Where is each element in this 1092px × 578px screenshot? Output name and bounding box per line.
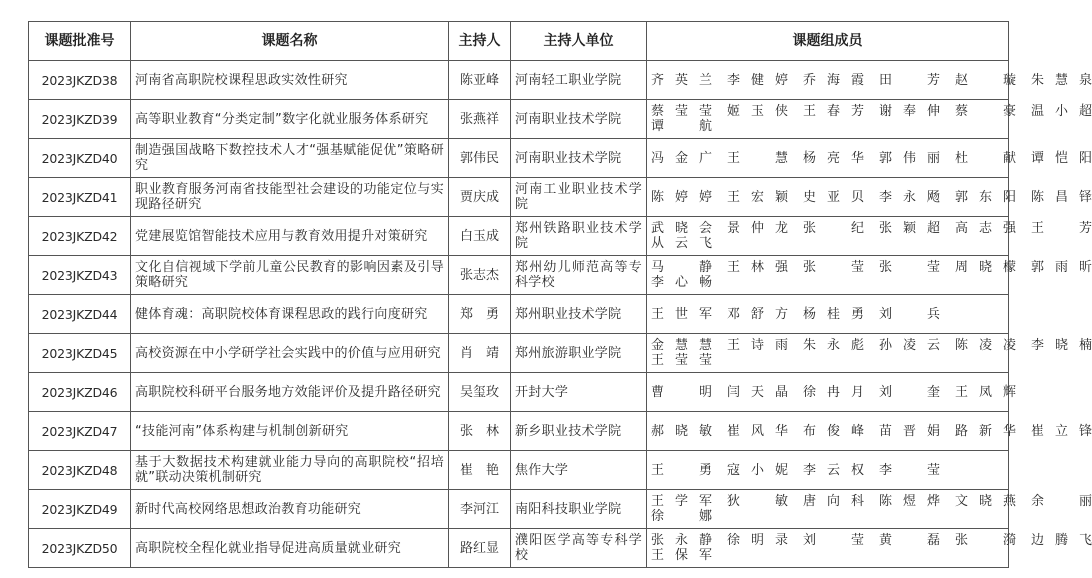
member-name: 朱永彪 — [803, 338, 864, 353]
host-unit-cell: 河南轻工职业学院 — [511, 61, 647, 100]
host-cell: 白玉成 — [449, 217, 511, 256]
approval-number-cell: 2023JKZD40 — [29, 139, 131, 178]
member-name: 邓舒方 — [727, 306, 788, 322]
host-cell: 贾庆成 — [449, 178, 511, 217]
member-line — [651, 104, 1092, 119]
approval-number-cell: 2023JKZD44 — [29, 295, 131, 334]
members-cell — [647, 100, 1092, 139]
approval-number-cell: 2023JKZD47 — [29, 412, 131, 451]
member-name: 徐明录 — [727, 533, 788, 548]
member-name: 谢奉伸 — [879, 104, 940, 119]
member-name: 高志强 — [955, 221, 1016, 236]
member-name: 余 丽 — [1031, 494, 1092, 509]
members-cell — [647, 490, 1092, 529]
host-unit-cell: 郑州旅游职业学院 — [511, 334, 647, 373]
host-cell: 郭伟民 — [449, 139, 511, 178]
member-name: 朱慧泉 — [1031, 72, 1092, 88]
member-name: 杨亮华 — [803, 150, 864, 166]
member-name: 姬玉侠 — [727, 104, 788, 119]
project-name-cell: 高职院校全程化就业指导促进高质量就业研究 — [131, 529, 449, 568]
member-name: 史亚贝 — [803, 189, 864, 205]
member-name: 蔡莹莹 — [651, 104, 712, 119]
members-cell — [647, 295, 1009, 334]
table-row — [29, 100, 1009, 139]
member-name: 景仲龙 — [727, 221, 788, 236]
member-name: 张 莹 — [879, 260, 940, 275]
host-unit-cell: 河南工业职业技术学院 — [511, 178, 647, 217]
members-cell — [647, 61, 1092, 100]
member-name: 金慧慧 — [651, 338, 712, 353]
member-name: 王凤辉 — [955, 384, 1016, 400]
member-name: 田 芳 — [879, 72, 940, 88]
table-row — [29, 529, 1009, 568]
member-name: 从云飞 — [651, 236, 712, 251]
member-name: 赵 璇 — [955, 72, 1016, 88]
member-name: 李健婷 — [727, 72, 788, 88]
project-name-cell: 高等职业教育“分类定制”数字化就业服务体系研究 — [131, 100, 449, 139]
table-row — [29, 373, 1009, 412]
project-table — [28, 21, 1092, 568]
table-row — [29, 139, 1009, 178]
member-line — [651, 463, 1002, 478]
member-name: 布俊峰 — [803, 423, 864, 439]
approval-number-cell: 2023JKZD46 — [29, 373, 131, 412]
member-name: 谭 航 — [651, 119, 712, 134]
host-unit-cell: 郑州幼儿师范高等专科学校 — [511, 256, 647, 295]
host-unit-cell: 开封大学 — [511, 373, 647, 412]
project-name-cell: 新时代高校网络思想政治教育功能研究 — [131, 490, 449, 529]
member-line — [651, 221, 1092, 236]
member-name: 乔海霞 — [803, 72, 864, 88]
member-name: 陈昌铎 — [1031, 189, 1092, 205]
member-line — [651, 236, 1002, 251]
members-cell — [647, 217, 1092, 256]
table-row — [29, 178, 1009, 217]
approval-number-cell: 2023JKZD48 — [29, 451, 131, 490]
member-name: 王莹莹 — [651, 353, 712, 368]
table-row — [29, 61, 1009, 100]
host-unit-cell: 郑州铁路职业技术学院 — [511, 217, 647, 256]
member-name: 张 纪 — [803, 221, 864, 236]
member-name: 王保军 — [651, 548, 712, 563]
member-name: 郝晓敏 — [651, 423, 712, 439]
member-name: 王 慧 — [727, 150, 788, 166]
member-name: 黄 磊 — [879, 533, 940, 548]
member-name: 徐 娜 — [651, 509, 712, 524]
member-line — [651, 548, 1002, 563]
project-name-cell: 高职院校科研平台服务地方效能评价及提升路径研究 — [131, 373, 449, 412]
host-unit-cell: 焦作大学 — [511, 451, 647, 490]
members-cell — [647, 529, 1092, 568]
member-name: 唐向科 — [803, 494, 864, 509]
host-cell: 肖 靖 — [449, 334, 511, 373]
member-name: 王 勇 — [651, 462, 712, 478]
member-name: 李晓楠 — [1031, 338, 1092, 353]
header-approval-number: 课题批准号 — [29, 22, 131, 61]
header-row — [29, 22, 1009, 61]
member-name: 路新华 — [955, 423, 1016, 439]
member-name: 周晓檬 — [955, 260, 1016, 275]
member-name: 刘 莹 — [803, 533, 864, 548]
project-name-cell: 党建展览馆智能技术应用与教育效用提升对策研究 — [131, 217, 449, 256]
approval-number-cell: 2023JKZD43 — [29, 256, 131, 295]
member-name: 苗晋娟 — [879, 423, 940, 439]
table-row — [29, 295, 1009, 334]
header-host: 主持人 — [449, 22, 511, 61]
member-name: 狄 敏 — [727, 494, 788, 509]
table-row — [29, 451, 1009, 490]
members-cell — [647, 139, 1092, 178]
member-line — [651, 423, 1092, 439]
member-line — [651, 275, 1002, 290]
member-name: 郭雨昕 — [1031, 260, 1092, 275]
member-name: 张颖超 — [879, 221, 940, 236]
member-name: 刘 兵 — [879, 306, 940, 322]
approval-number-cell: 2023JKZD49 — [29, 490, 131, 529]
host-unit-cell: 新乡职业技术学院 — [511, 412, 647, 451]
member-name: 崔风华 — [727, 423, 788, 439]
member-name: 闫天晶 — [727, 384, 788, 400]
host-cell: 陈亚峰 — [449, 61, 511, 100]
table-body — [29, 61, 1092, 568]
member-name: 曹 明 — [651, 384, 712, 400]
member-name: 冯金广 — [651, 150, 712, 166]
project-name-cell: 文化自信视域下学前儿童公民教育的影响因素及引导策略研究 — [131, 256, 449, 295]
member-name: 徐冉月 — [803, 384, 864, 400]
host-unit-cell: 郑州职业技术学院 — [511, 295, 647, 334]
member-name: 李永飏 — [879, 189, 940, 205]
approval-number-cell: 2023JKZD38 — [29, 61, 131, 100]
approval-number-cell: 2023JKZD41 — [29, 178, 131, 217]
host-cell: 郑 勇 — [449, 295, 511, 334]
members-cell — [647, 256, 1092, 295]
member-name: 李 莹 — [879, 462, 940, 478]
member-name: 郭东阳 — [955, 189, 1016, 205]
project-name-cell: 健体育魂：高职院校体育课程思政的践行向度研究 — [131, 295, 449, 334]
host-cell: 李河江 — [449, 490, 511, 529]
member-name: 李云权 — [803, 462, 864, 478]
member-line — [651, 509, 1002, 524]
host-cell: 张 林 — [449, 412, 511, 451]
members-cell — [647, 178, 1092, 217]
member-line — [651, 189, 1092, 205]
member-name: 王林强 — [727, 260, 788, 275]
member-name: 陈婷婷 — [651, 189, 712, 205]
host-unit-cell: 濮阳医学高等专科学校 — [511, 529, 647, 568]
member-name: 王诗雨 — [727, 338, 788, 353]
project-name-cell: 制造强国战略下数控技术人才“强基赋能促优”策略研究 — [131, 139, 449, 178]
header-host-unit: 主持人单位 — [511, 22, 647, 61]
project-name-cell: “技能河南”体系构建与机制创新研究 — [131, 412, 449, 451]
member-name: 温小超 — [1031, 104, 1092, 119]
member-name: 蔡 豪 — [955, 104, 1016, 119]
table-row — [29, 334, 1009, 373]
header-project-name: 课题名称 — [131, 22, 449, 61]
project-table-container — [28, 21, 1092, 568]
host-cell: 张燕祥 — [449, 100, 511, 139]
project-name-cell: 高校资源在中小学研学社会实践中的价值与应用研究 — [131, 334, 449, 373]
members-cell — [647, 373, 1016, 412]
member-name: 杨桂勇 — [803, 306, 864, 322]
table-row — [29, 490, 1009, 529]
member-name: 王世军 — [651, 306, 712, 322]
project-name-cell: 职业教育服务河南省技能型社会建设的功能定位与实现路径研究 — [131, 178, 449, 217]
member-line — [651, 494, 1092, 509]
host-cell: 张志杰 — [449, 256, 511, 295]
table-row — [29, 412, 1009, 451]
members-cell — [647, 334, 1092, 373]
member-line — [651, 72, 1092, 88]
host-unit-cell: 河南职业技术学院 — [511, 139, 647, 178]
member-line — [651, 119, 1002, 134]
approval-number-cell: 2023JKZD45 — [29, 334, 131, 373]
member-name: 张 莹 — [803, 260, 864, 275]
member-name: 郭伟丽 — [879, 150, 940, 166]
member-line — [651, 150, 1092, 166]
members-cell — [647, 412, 1092, 451]
member-line — [651, 533, 1092, 548]
member-name: 王春芳 — [803, 104, 864, 119]
member-name: 陈凌凌 — [955, 338, 1016, 353]
member-line — [651, 353, 1002, 368]
approval-number-cell: 2023JKZD42 — [29, 217, 131, 256]
table-row — [29, 256, 1009, 295]
member-name: 张 漪 — [955, 533, 1016, 548]
host-cell: 路红显 — [449, 529, 511, 568]
header-members: 课题组成员 — [647, 22, 1009, 61]
host-cell: 崔 艳 — [449, 451, 511, 490]
member-name: 谭恺阳 — [1031, 150, 1092, 166]
project-name-cell: 基于大数据技术构建就业能力导向的高职院校“招培就”联动决策机制研究 — [131, 451, 449, 490]
member-name: 王宏颖 — [727, 189, 788, 205]
member-name: 王学军 — [651, 494, 712, 509]
member-name: 王 芳 — [1031, 221, 1092, 236]
members-cell — [647, 451, 1009, 490]
project-name-cell: 河南省高职院校课程思政实效性研究 — [131, 61, 449, 100]
member-name: 马 静 — [651, 260, 712, 275]
member-name: 张永静 — [651, 533, 712, 548]
host-unit-cell: 南阳科技职业学院 — [511, 490, 647, 529]
member-name: 寇小妮 — [727, 462, 788, 478]
member-name: 武晓会 — [651, 221, 712, 236]
table-row — [29, 217, 1009, 256]
member-line — [651, 384, 1016, 400]
member-name: 齐英兰 — [651, 72, 712, 88]
member-name: 刘 奎 — [879, 384, 940, 400]
member-name: 崔立锋 — [1031, 423, 1092, 439]
approval-number-cell: 2023JKZD39 — [29, 100, 131, 139]
member-name: 孙凌云 — [879, 338, 940, 353]
member-name: 边腾飞 — [1031, 533, 1092, 548]
host-unit-cell: 河南职业技术学院 — [511, 100, 647, 139]
member-name: 陈煜烨 — [879, 494, 940, 509]
member-line — [651, 338, 1092, 353]
member-line — [651, 260, 1092, 275]
member-name: 李心畅 — [651, 275, 712, 290]
member-name: 文晓燕 — [955, 494, 1016, 509]
member-line — [651, 307, 1002, 322]
host-cell: 吴玺玫 — [449, 373, 511, 412]
member-name: 杜 献 — [955, 150, 1016, 166]
approval-number-cell: 2023JKZD50 — [29, 529, 131, 568]
